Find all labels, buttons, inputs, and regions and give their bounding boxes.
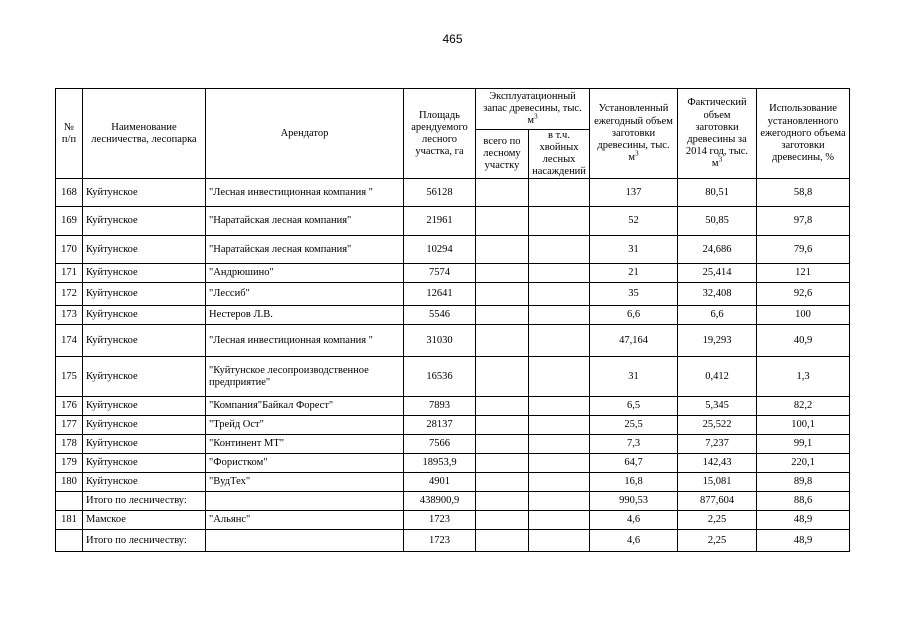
cell-actual: 0,412 bbox=[678, 357, 757, 397]
cell-exploitable-conifer bbox=[529, 357, 590, 397]
cell-forestry: Куйтунское bbox=[83, 454, 206, 473]
cell-area: 12641 bbox=[404, 283, 476, 306]
cell-allowable: 990,53 bbox=[590, 492, 678, 511]
cell-usage: 92,6 bbox=[757, 283, 850, 306]
table-row bbox=[56, 416, 850, 435]
cell-actual: 2,25 bbox=[678, 530, 757, 552]
cell-forestry: Мамское bbox=[83, 511, 206, 530]
cell-exploitable-total bbox=[476, 283, 529, 306]
cell-actual: 877,604 bbox=[678, 492, 757, 511]
cell-exploitable-total bbox=[476, 179, 529, 207]
cell-usage: 58,8 bbox=[757, 179, 850, 207]
cell-usage: 100,1 bbox=[757, 416, 850, 435]
cell-actual: 142,43 bbox=[678, 454, 757, 473]
cell-exploitable-conifer bbox=[529, 492, 590, 511]
header-forestry: Наименование лесничества, лесопарка bbox=[83, 89, 206, 179]
cell-allowable: 6,6 bbox=[590, 306, 678, 325]
table-row bbox=[56, 357, 850, 397]
cell-num: 179 bbox=[56, 454, 83, 473]
cell-tenant: "Лесная инвестиционная компания " bbox=[206, 179, 404, 207]
cell-num: 175 bbox=[56, 357, 83, 397]
cell-actual: 25,522 bbox=[678, 416, 757, 435]
cell-forestry: Куйтунское bbox=[83, 435, 206, 454]
cell-forestry: Куйтунское bbox=[83, 236, 206, 264]
cell-exploitable-conifer bbox=[529, 264, 590, 283]
cell-num: 170 bbox=[56, 236, 83, 264]
cell-actual: 5,345 bbox=[678, 397, 757, 416]
cell-usage: 89,8 bbox=[757, 473, 850, 492]
header-exploitable-conifer: в т.ч. хвойных лесных насаждений bbox=[529, 130, 590, 179]
cell-exploitable-conifer bbox=[529, 179, 590, 207]
cell-tenant: "Альянс" bbox=[206, 511, 404, 530]
cell-allowable: 52 bbox=[590, 207, 678, 236]
cell-usage: 220,1 bbox=[757, 454, 850, 473]
cell-allowable: 21 bbox=[590, 264, 678, 283]
header-exploitable-total: всего по лесному участку bbox=[476, 130, 529, 179]
table-row bbox=[56, 236, 850, 264]
cell-area: 10294 bbox=[404, 236, 476, 264]
cell-exploitable-conifer bbox=[529, 283, 590, 306]
header-exploitable bbox=[476, 89, 590, 130]
cell-exploitable-total bbox=[476, 416, 529, 435]
cell-area: 7574 bbox=[404, 264, 476, 283]
cell-allowable: 16,8 bbox=[590, 473, 678, 492]
header-actual-sup: 3 bbox=[718, 155, 723, 164]
cell-usage: 97,8 bbox=[757, 207, 850, 236]
table-row bbox=[56, 325, 850, 357]
cell-exploitable-total bbox=[476, 511, 529, 530]
cell-tenant: "Фористком" bbox=[206, 454, 404, 473]
cell-num: 178 bbox=[56, 435, 83, 454]
cell-usage: 48,9 bbox=[757, 530, 850, 552]
cell-usage: 100 bbox=[757, 306, 850, 325]
cell-actual: 50,85 bbox=[678, 207, 757, 236]
header-usage: Использование установленного ежегодного объема заготовки древесины, % bbox=[757, 89, 850, 179]
table-row bbox=[56, 511, 850, 530]
cell-actual: 80,51 bbox=[678, 179, 757, 207]
cell-tenant: Нестеров Л.В. bbox=[206, 306, 404, 325]
cell-num: 172 bbox=[56, 283, 83, 306]
cell-exploitable-total bbox=[476, 530, 529, 552]
cell-tenant: "Лесная инвестиционная компания " bbox=[206, 325, 404, 357]
cell-num: 176 bbox=[56, 397, 83, 416]
table-row bbox=[56, 530, 850, 552]
cell-area: 31030 bbox=[404, 325, 476, 357]
cell-tenant: "Наратайская лесная компания" bbox=[206, 207, 404, 236]
cell-exploitable-total bbox=[476, 207, 529, 236]
cell-exploitable-conifer bbox=[529, 435, 590, 454]
cell-tenant: "Андрюшино" bbox=[206, 264, 404, 283]
cell-exploitable-total bbox=[476, 325, 529, 357]
cell-tenant bbox=[206, 492, 404, 511]
cell-num: 174 bbox=[56, 325, 83, 357]
cell-exploitable-conifer bbox=[529, 511, 590, 530]
cell-usage: 79,6 bbox=[757, 236, 850, 264]
cell-exploitable-conifer bbox=[529, 530, 590, 552]
header-area: Площадь арендуемого лесного участка, га bbox=[404, 89, 476, 179]
cell-exploitable-total bbox=[476, 492, 529, 511]
cell-area: 1723 bbox=[404, 511, 476, 530]
cell-exploitable-conifer bbox=[529, 306, 590, 325]
cell-forestry: Куйтунское bbox=[83, 264, 206, 283]
cell-allowable: 4,6 bbox=[590, 511, 678, 530]
cell-num bbox=[56, 530, 83, 552]
cell-area: 1723 bbox=[404, 530, 476, 552]
cell-actual: 25,414 bbox=[678, 264, 757, 283]
cell-num: 180 bbox=[56, 473, 83, 492]
cell-tenant: "Наратайская лесная компания" bbox=[206, 236, 404, 264]
cell-actual: 19,293 bbox=[678, 325, 757, 357]
cell-tenant: "Куйтунское лесопроизводственное предприятие" bbox=[206, 357, 404, 397]
cell-actual: 15,081 bbox=[678, 473, 757, 492]
cell-tenant: "Компания"Байкал Форест" bbox=[206, 397, 404, 416]
table-row bbox=[56, 473, 850, 492]
cell-tenant bbox=[206, 530, 404, 552]
cell-exploitable-conifer bbox=[529, 325, 590, 357]
cell-exploitable-total bbox=[476, 264, 529, 283]
cell-area: 5546 bbox=[404, 306, 476, 325]
cell-usage: 121 bbox=[757, 264, 850, 283]
table-row bbox=[56, 207, 850, 236]
page-number: 465 bbox=[442, 32, 463, 46]
header-actual-text: Фактический объем заготовки древесины за 2014 год, тыс. м bbox=[685, 97, 749, 169]
cell-allowable: 35 bbox=[590, 283, 678, 306]
cell-forestry: Итого по лесничеству: bbox=[83, 492, 206, 511]
cell-forestry: Куйтунское bbox=[83, 357, 206, 397]
table-row bbox=[56, 397, 850, 416]
cell-allowable: 25,5 bbox=[590, 416, 678, 435]
cell-exploitable-conifer bbox=[529, 236, 590, 264]
cell-forestry: Куйтунское bbox=[83, 325, 206, 357]
cell-forestry: Куйтунское bbox=[83, 179, 206, 207]
header-allowable-sup: 3 bbox=[635, 149, 639, 158]
cell-allowable: 31 bbox=[590, 236, 678, 264]
cell-num: 171 bbox=[56, 264, 83, 283]
cell-actual: 2,25 bbox=[678, 511, 757, 530]
cell-usage: 40,9 bbox=[757, 325, 850, 357]
cell-area: 21961 bbox=[404, 207, 476, 236]
cell-area: 56128 bbox=[404, 179, 476, 207]
cell-num: 173 bbox=[56, 306, 83, 325]
cell-exploitable-total bbox=[476, 473, 529, 492]
table-row bbox=[56, 179, 850, 207]
cell-usage: 1,3 bbox=[757, 357, 850, 397]
cell-area: 7893 bbox=[404, 397, 476, 416]
header-exploitable-sup: 3 bbox=[534, 112, 538, 121]
cell-allowable: 47,164 bbox=[590, 325, 678, 357]
cell-num: 169 bbox=[56, 207, 83, 236]
forestry-table bbox=[55, 88, 850, 552]
cell-area: 16536 bbox=[404, 357, 476, 397]
cell-exploitable-total bbox=[476, 454, 529, 473]
cell-forestry: Куйтунское bbox=[83, 397, 206, 416]
cell-actual: 7,237 bbox=[678, 435, 757, 454]
cell-forestry: Куйтунское bbox=[83, 283, 206, 306]
table-row bbox=[56, 454, 850, 473]
cell-area: 4901 bbox=[404, 473, 476, 492]
cell-usage: 82,2 bbox=[757, 397, 850, 416]
header-num: № п/п bbox=[56, 89, 83, 179]
cell-exploitable-conifer bbox=[529, 397, 590, 416]
table-row bbox=[56, 492, 850, 511]
cell-area: 18953,9 bbox=[404, 454, 476, 473]
cell-allowable: 7,3 bbox=[590, 435, 678, 454]
cell-forestry: Итого по лесничеству: bbox=[83, 530, 206, 552]
cell-allowable: 31 bbox=[590, 357, 678, 397]
table-row bbox=[56, 306, 850, 325]
cell-forestry: Куйтунское bbox=[83, 473, 206, 492]
cell-allowable: 6,5 bbox=[590, 397, 678, 416]
header-allowable-text: Установленный ежегодный объем заготовки древесины, тыс. м bbox=[594, 103, 673, 163]
cell-forestry: Куйтунское bbox=[83, 416, 206, 435]
table-row bbox=[56, 264, 850, 283]
cell-tenant: "Лессиб" bbox=[206, 283, 404, 306]
header-tenant: Арендатор bbox=[206, 89, 404, 179]
header-exploitable-text: Эксплуатационный запас древесины, тыс. м bbox=[483, 90, 582, 127]
cell-exploitable-total bbox=[476, 357, 529, 397]
cell-forestry: Куйтунское bbox=[83, 306, 206, 325]
cell-exploitable-conifer bbox=[529, 207, 590, 236]
table-row bbox=[56, 283, 850, 306]
cell-num bbox=[56, 492, 83, 511]
cell-num: 177 bbox=[56, 416, 83, 435]
table-header bbox=[56, 89, 850, 179]
cell-tenant: "Континент МТ" bbox=[206, 435, 404, 454]
cell-allowable: 137 bbox=[590, 179, 678, 207]
cell-area: 7566 bbox=[404, 435, 476, 454]
cell-exploitable-conifer bbox=[529, 454, 590, 473]
cell-allowable: 64,7 bbox=[590, 454, 678, 473]
cell-usage: 48,9 bbox=[757, 511, 850, 530]
cell-num: 181 bbox=[56, 511, 83, 530]
cell-forestry: Куйтунское bbox=[83, 207, 206, 236]
cell-tenant: "Трейд Ост" bbox=[206, 416, 404, 435]
header-allowable bbox=[590, 89, 678, 179]
cell-allowable: 4,6 bbox=[590, 530, 678, 552]
cell-actual: 6,6 bbox=[678, 306, 757, 325]
table-row bbox=[56, 435, 850, 454]
cell-tenant: "ВудТех" bbox=[206, 473, 404, 492]
cell-area: 28137 bbox=[404, 416, 476, 435]
cell-actual: 32,408 bbox=[678, 283, 757, 306]
cell-exploitable-conifer bbox=[529, 473, 590, 492]
cell-exploitable-total bbox=[476, 236, 529, 264]
cell-num: 168 bbox=[56, 179, 83, 207]
cell-exploitable-total bbox=[476, 397, 529, 416]
table-body bbox=[56, 179, 850, 552]
cell-exploitable-total bbox=[476, 435, 529, 454]
cell-area: 438900,9 bbox=[404, 492, 476, 511]
cell-usage: 99,1 bbox=[757, 435, 850, 454]
header-actual bbox=[678, 89, 757, 179]
cell-exploitable-total bbox=[476, 306, 529, 325]
cell-usage: 88,6 bbox=[757, 492, 850, 511]
cell-exploitable-conifer bbox=[529, 416, 590, 435]
cell-actual: 24,686 bbox=[678, 236, 757, 264]
